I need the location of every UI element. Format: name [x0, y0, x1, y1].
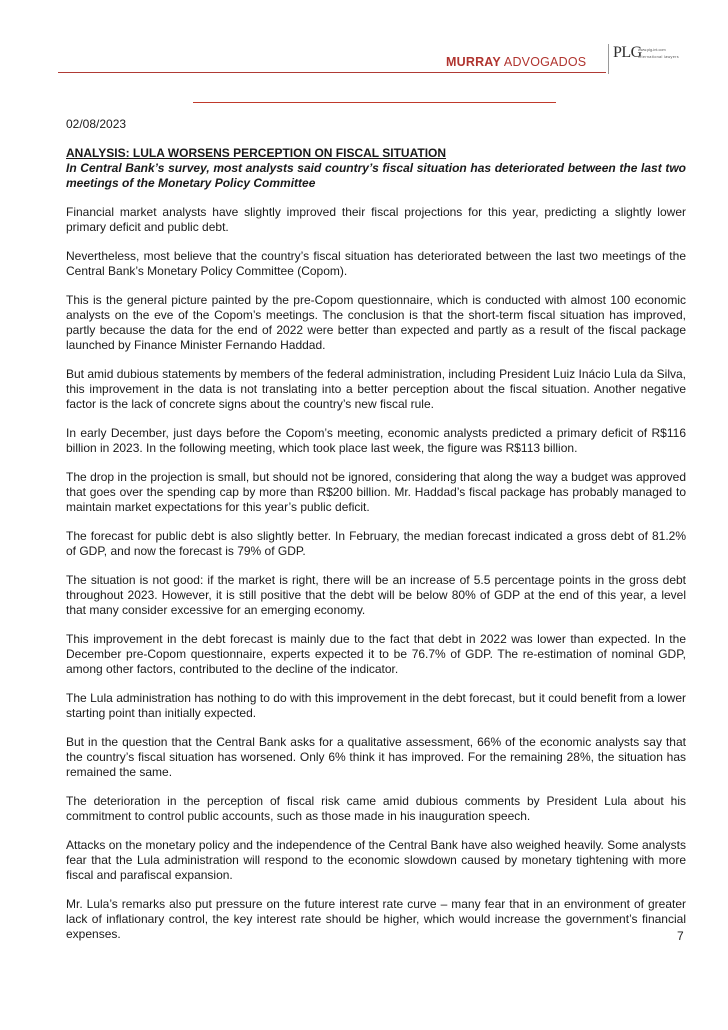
partner-logo: [613, 44, 679, 66]
article-title: ANALYSIS: LULA WORSENS PERCEPTION ON FISCAL SITUATION: [66, 146, 447, 160]
paragraph: In early December, just days before the Copom’s meeting, economic analysts predicted a primary deficit of R$116 billion in 2023. In the following meeting, which took place last week, the figure was R$113 billion.: [66, 426, 686, 455]
paragraph: The Lula administration has nothing to do with this improvement in the debt forecast, but it could benefit from a lower starting point than initially expected.: [66, 691, 686, 720]
brand-name-bold: MURRAY: [446, 55, 501, 69]
section-divider: [193, 102, 556, 103]
article-body: [66, 117, 686, 956]
paragraph: This is the general picture painted by the pre-Copom questionnaire, which is conducted with almost 100 economic analysts on the eve of the Copom’s meetings. The conclusion is that the short-term fiscal situation has improved, partly because the data for the end of 2022 were better than expected and partly as a result of the fiscal package launched by Finance Minister Fernando Haddad.: [66, 293, 686, 352]
paragraph: Mr. Lula’s remarks also put pressure on the future interest rate curve – many fear that in an environment of greater lack of inflationary control, the key interest rate should be higher, which would increase the government’s financial expenses.: [66, 897, 686, 941]
paragraph: Financial market analysts have slightly improved their fiscal projections for this year, predicting a slightly lower primary deficit and public debt.: [66, 205, 686, 234]
paragraph: But in the question that the Central Bank asks for a qualitative assessment, 66% of the economic analysts say that the country’s fiscal situation has worsened. Only 6% think it has improved. For the remaining 28%, the situation has remained the same.: [66, 735, 686, 779]
brand-name-regular: ADVOGADOS: [500, 55, 587, 69]
paragraph: This improvement in the debt forecast is mainly due to the fact that debt in 2022 was lower than expected. In the December pre-Copom questionnaire, experts expected it to be 76.7% of GDP. The re-estimation of nominal GDP, among other factors, contributed to the decline of the indicator.: [66, 632, 686, 676]
header-rule: [58, 72, 606, 73]
paragraph: But amid dubious statements by members of the federal administration, including President Luiz Inácio Lula da Silva, this improvement in the data is not translating into a better perception about the fiscal situation. Another negative factor is the lack of concrete signs about the country’s new fiscal rule.: [66, 367, 686, 411]
paragraph: The drop in the projection is small, but should not be ignored, considering that along the way a budget was approved that goes over the spending cap by more than R$200 billion. Mr. Haddad’s fiscal package has probably managed to maintain market expectations for this year’s public deficit.: [66, 470, 686, 514]
partner-logo-mark: PLG: [613, 44, 642, 61]
brand-divider: [608, 44, 609, 74]
article-subtitle: In Central Bank’s survey, most analysts said country’s fiscal situation has deteriorated between the last two meetings of the Monetary Policy Committee: [66, 161, 686, 190]
partner-logo-url: www.plg-int.com: [638, 48, 666, 52]
paragraph: The forecast for public debt is also slightly better. In February, the median forecast indicated a gross debt of 81.2% of GDP, and now the forecast is 79% of GDP.: [66, 529, 686, 558]
paragraph: The situation is not good: if the market is right, there will be an increase of 5.5 percentage points in the gross debt throughout 2023. However, it is still positive that the debt will be below 80% of GDP at the end of this year, a level that many consider excessive for an emerging economy.: [66, 573, 686, 617]
paragraph: The deterioration in the perception of fiscal risk came amid dubious comments by President Lula about his commitment to control public accounts, such as those made in his inauguration speech.: [66, 794, 686, 823]
page-number: 7: [677, 929, 684, 943]
paragraph: Nevertheless, most believe that the country’s fiscal situation has deteriorated between the last two meetings of the Central Bank’s Monetary Policy Committee (Copom).: [66, 249, 686, 278]
brand-logo: [446, 55, 586, 69]
partner-logo-subtitle: international lawyers: [638, 55, 679, 59]
article-date: 02/08/2023: [66, 117, 127, 131]
paragraph: Attacks on the monetary policy and the independence of the Central Bank have also weighed heavily. Some analysts fear that the Lula administration will respond to the economic slowdown caused by monetary tightening with more fiscal and parafiscal expansion.: [66, 838, 686, 882]
